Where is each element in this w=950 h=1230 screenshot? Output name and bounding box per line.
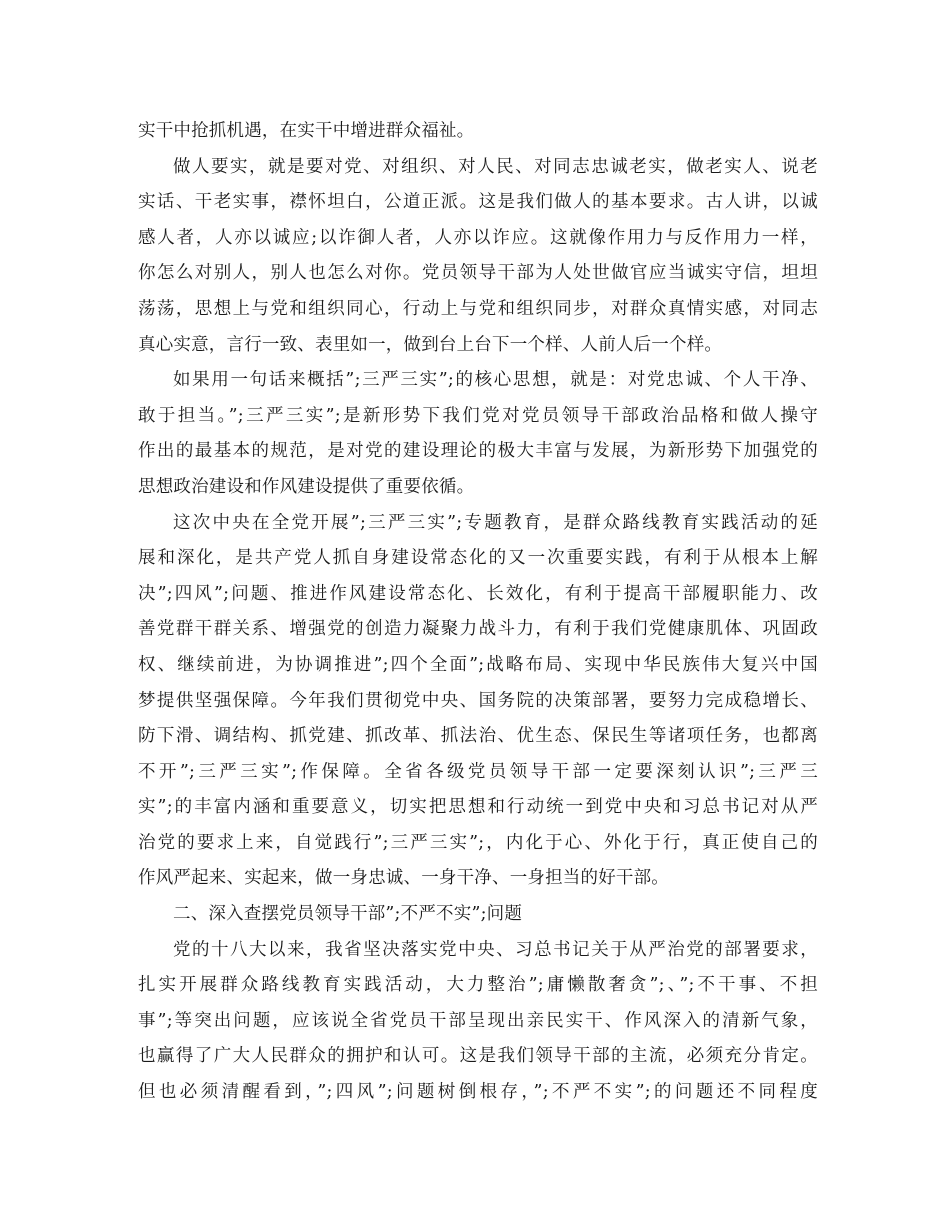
text-line: 实干中抢抓机遇，在实干中增进群众福祉。 xyxy=(138,121,475,141)
text-line: 荡荡，思想上与党和组织同心，行动上与党和组织同步，对群众真情实感，对同志 xyxy=(138,298,818,319)
section-heading: 二、深入查摆党员领导干部”;不严不实”;问题 xyxy=(173,904,523,925)
text-line: 展和深化，是共产党人抓自身建设常态化的又一次重要实践，有利于从根本上解 xyxy=(138,548,818,569)
text-line: 防下滑、调结构、抓党建、抓改革、抓法治、优生态、保民生等诸项任务，也都离 xyxy=(138,726,818,747)
text-line: 敢于担当。”;三严三实”;是新形势下我们党对党员领导干部政治品格和做人操守 xyxy=(138,405,818,426)
text-line: 善党群干群关系、增强党的创造力凝聚力战斗力，有利于我们党健康肌体、巩固政 xyxy=(138,619,818,640)
paragraph-start-line: 这次中央在全党开展”;三严三实”;专题教育，是群众路线教育实践活动的延 xyxy=(173,512,818,533)
text-line: 作出的最基本的规范，是对党的建设理论的极大丰富与发展，为新形势下加强党的 xyxy=(138,441,818,462)
text-line: 权、继续前进，为协调推进”;四个全面”;战略布局、实现中华民族伟大复兴中国 xyxy=(138,654,818,675)
text-line: 决”;四风”;问题、推进作风建设常态化、长效化，有利于提高干部履职能力、改 xyxy=(138,583,818,604)
text-line: 也赢得了广大人民群众的拥护和认可。这是我们领导干部的主流，必须充分肯定。 xyxy=(138,1046,818,1067)
text-line: 真心实意，言行一致、表里如一，做到台上台下一个样、人前人后一个样。 xyxy=(138,334,723,355)
document-body xyxy=(138,114,818,1111)
text-line: 但也必须清醒看到，”;四风”;问题树倒根存，”;不严不实”;的问题还不同程度 xyxy=(138,1082,818,1103)
text-line: 你怎么对别人，别人也怎么对你。党员领导干部为人处世做官应当诚实守信，坦坦 xyxy=(138,263,818,284)
text-line: 治党的要求上来，自觉践行”;三严三实”;，内化于心、外化于行，真正使自己的 xyxy=(138,832,818,853)
text-line: 不开”;三严三实”;作保障。全省各级党员领导干部一定要深刻认识”;三严三 xyxy=(138,761,818,782)
paragraph-start-line: 党的十八大以来，我省坚决落实党中央、习总书记关于从严治党的部署要求， xyxy=(173,939,818,960)
paragraph-start-line: 做人要实，就是要对党、对组织、对人民、对同志忠诚老实，做老实人、说老 xyxy=(173,156,818,177)
text-line: 事”;等突出问题，应该说全省党员干部呈现出亲民实干、作风深入的清新气象， xyxy=(138,1010,818,1031)
text-line: 思想政治建设和作风建设提供了重要依循。 xyxy=(138,476,475,497)
text-line: 感人者，人亦以诚应;以诈御人者，人亦以诈应。这就像作用力与反作用力一样， xyxy=(138,227,818,248)
text-line: 作风严起来、实起来，做一身忠诚、一身干净、一身担当的好干部。 xyxy=(138,868,669,889)
text-line: 梦提供坚强保障。今年我们贯彻党中央、国务院的决策部署，要努力完成稳增长、 xyxy=(138,690,818,711)
paragraph-start-line: 如果用一句话来概括”;三严三实”;的核心思想，就是：对党忠诚、个人干净、 xyxy=(173,370,818,391)
text-line: 实话、干老实事，襟怀坦白，公道正派。这是我们做人的基本要求。古人讲，以诚 xyxy=(138,192,818,213)
text-line: 实”;的丰富内涵和重要意义，切实把思想和行动统一到党中央和习总书记对从严 xyxy=(138,797,818,818)
text-line: 扎实开展群众路线教育实践活动，大力整治”;庸懒散奢贪”;、”;不干事、不担 xyxy=(138,975,818,996)
